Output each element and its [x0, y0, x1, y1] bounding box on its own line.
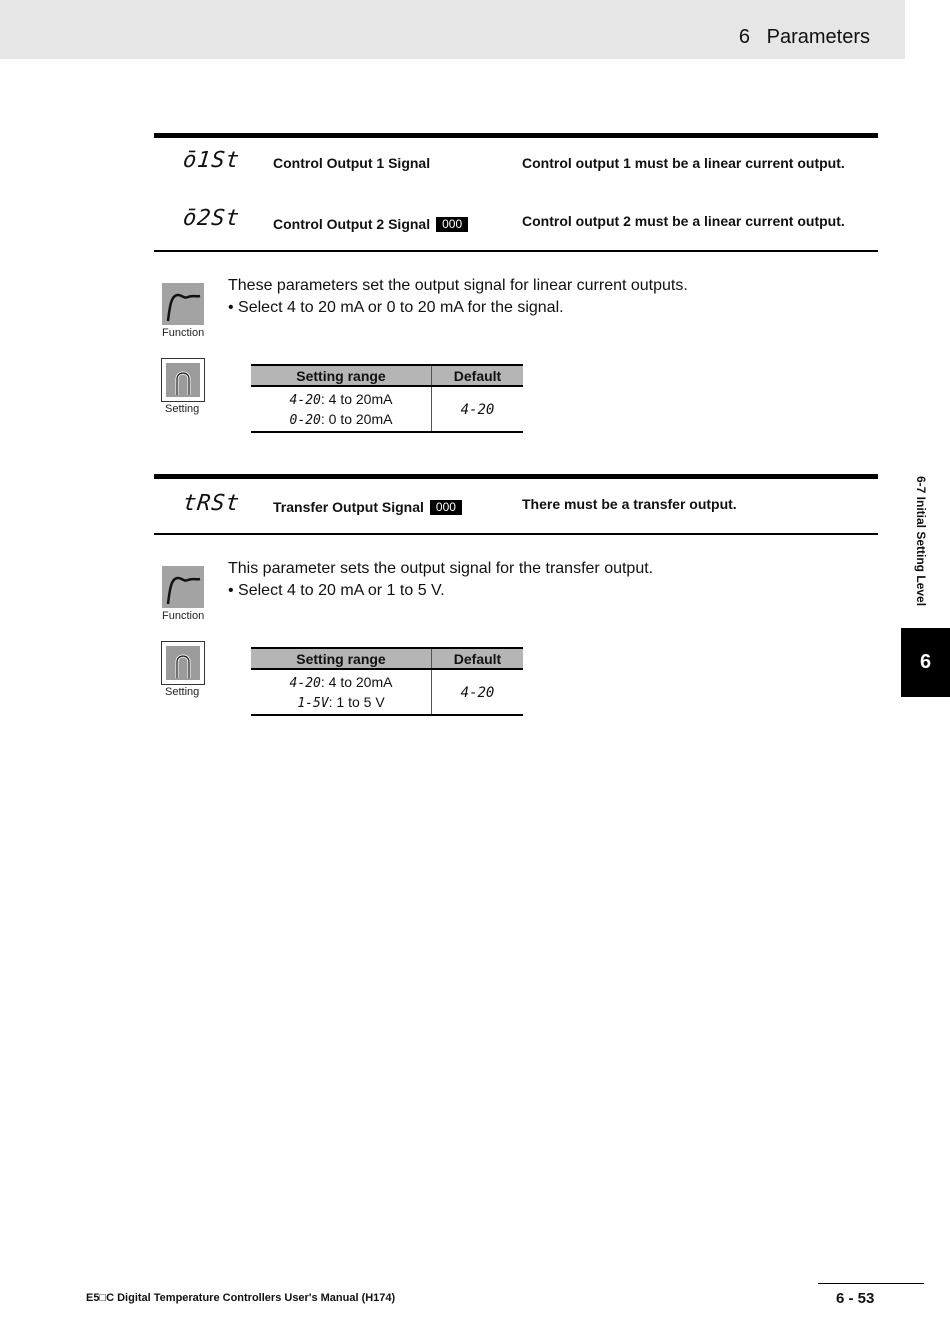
- setting-caption: Setting: [165, 686, 200, 698]
- header-setting-range: Setting range: [251, 648, 432, 669]
- table-row: [251, 669, 523, 692]
- param-condition-trst: There must be a transfer output.: [522, 496, 737, 512]
- setting-range-table: [251, 364, 523, 433]
- page-section-title: 6 Parameters: [738, 26, 870, 48]
- range-desc: : 1 to 5 V: [328, 693, 385, 710]
- function-text: These parameters set the output signal for linear current outputs.: [228, 277, 688, 294]
- footer-manual-title: E5□C Digital Temperature Controllers User's Manual (H174): [86, 1292, 396, 1304]
- function-bullet: • Select 4 to 20 mA or 1 to 5 V.: [228, 582, 445, 599]
- access-level-badge: 000: [430, 500, 462, 515]
- chapter-tab: 6: [901, 628, 950, 697]
- range-code: 0-20: [289, 412, 321, 428]
- function-caption: Function: [162, 327, 205, 339]
- param-condition-o1st: Control output 1 must be a linear current output.: [522, 155, 845, 171]
- section-rule-top: [154, 133, 878, 138]
- param-condition-o2st: Control output 2 must be a linear current output.: [522, 213, 845, 229]
- param-code-o1st: ō1St: [181, 148, 242, 173]
- table-row: [251, 386, 523, 409]
- access-level-badge: 000: [436, 217, 468, 232]
- range-desc: : 0 to 20mA: [320, 410, 393, 427]
- setting-icon: [161, 641, 205, 685]
- range-desc: : 4 to 20mA: [320, 673, 393, 690]
- range-code: 1-5V: [297, 695, 329, 711]
- function-bullet: • Select 4 to 20 mA or 0 to 20 mA for the signal.: [228, 299, 564, 316]
- section-rule-bottom: [154, 533, 878, 535]
- function-icon: [162, 283, 204, 325]
- range-desc: : 4 to 20mA: [320, 390, 393, 407]
- default-value: 4-20: [460, 684, 495, 701]
- footer-rule: [818, 1283, 924, 1284]
- header-setting-range: Setting range: [251, 365, 432, 386]
- range-code: 4-20: [289, 675, 321, 691]
- function-description: [228, 558, 848, 602]
- param-name-trst: Transfer Output Signal 000: [273, 499, 462, 515]
- setting-range-table: [251, 647, 523, 716]
- setting-icon: [161, 358, 205, 402]
- param-name-o1st: Control Output 1 Signal: [273, 155, 431, 171]
- page-number: 6 - 53: [836, 1290, 875, 1307]
- section-rule-top: [154, 474, 878, 479]
- header-default: Default: [432, 365, 524, 386]
- function-description: [228, 275, 848, 319]
- param-code-o2st: ō2St: [181, 206, 242, 231]
- function-caption: Function: [162, 610, 205, 622]
- param-name-o2st: Control Output 2 Signal 000: [273, 216, 468, 232]
- function-icon: [162, 566, 204, 608]
- range-code: 4-20: [289, 392, 321, 408]
- function-text: This parameter sets the output signal for the transfer output.: [228, 560, 654, 577]
- section-rule-bottom: [154, 250, 878, 252]
- chapter-side-label: 6-7 Initial Setting Level: [914, 476, 928, 607]
- header-default: Default: [432, 648, 524, 669]
- param-code-trst: tRSt: [181, 491, 242, 516]
- default-value: 4-20: [460, 401, 495, 418]
- setting-caption: Setting: [165, 403, 200, 415]
